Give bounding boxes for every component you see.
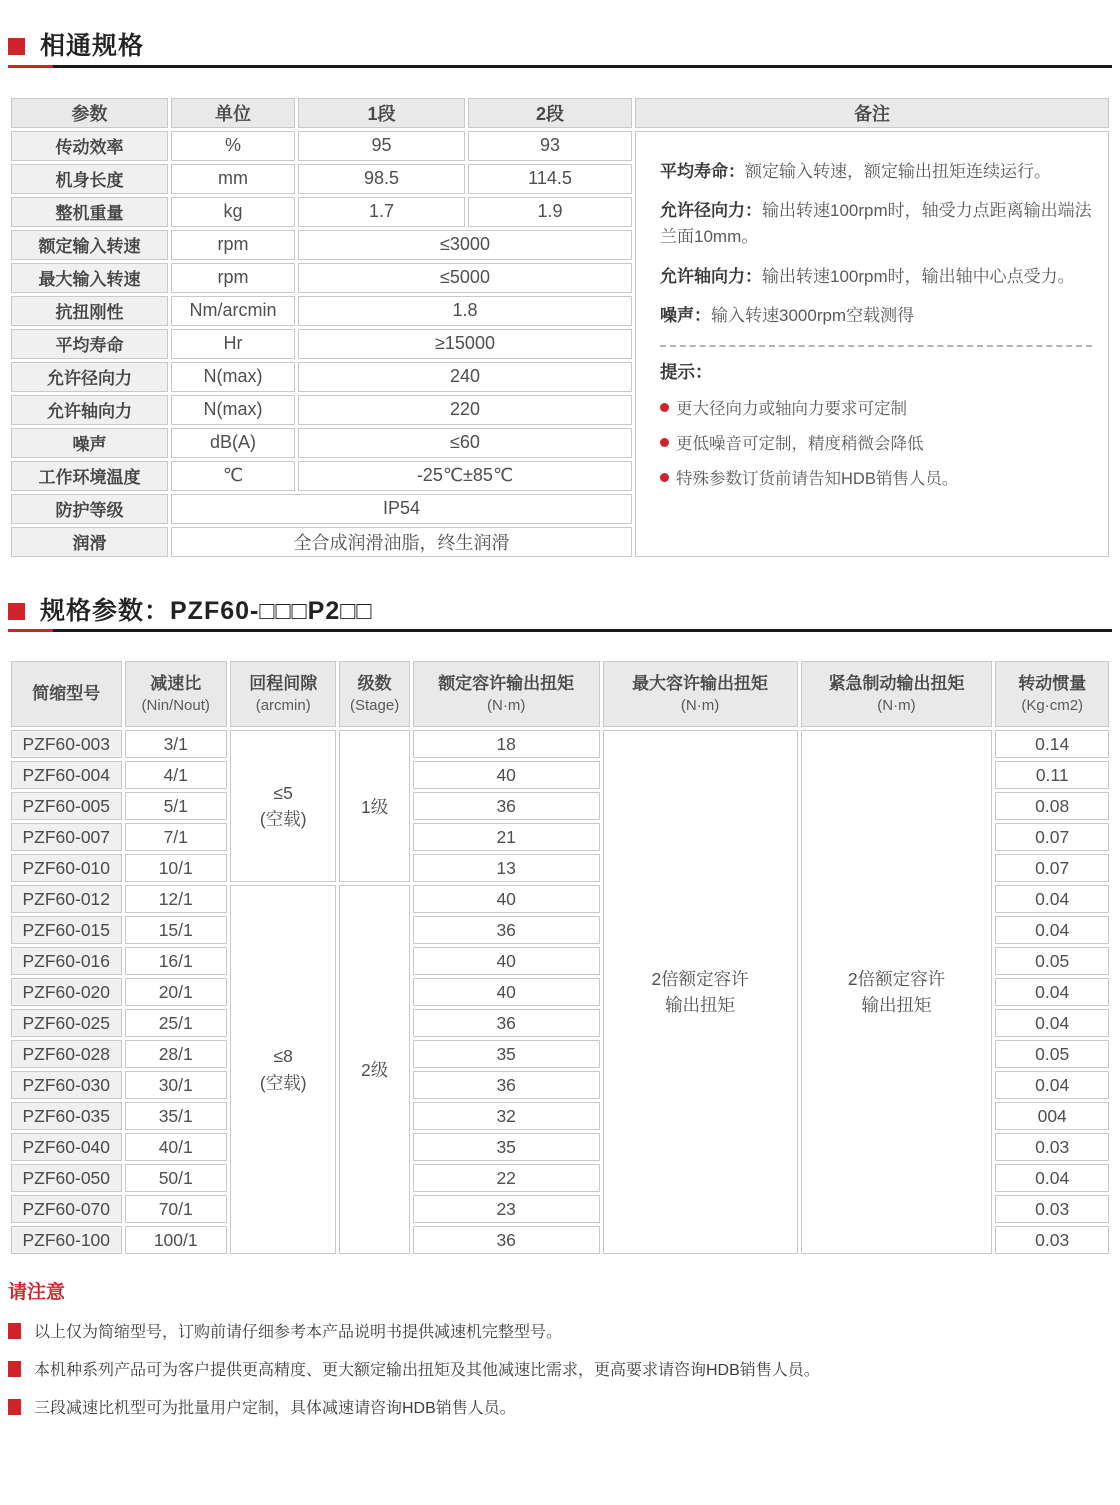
torque-cell: 35: [413, 1040, 600, 1068]
dashed-divider: [660, 345, 1092, 347]
torque-cell: 36: [413, 792, 600, 820]
table-header-row: [11, 661, 1109, 727]
torque-cell: 18: [413, 730, 600, 758]
table-row: [11, 131, 1109, 161]
section-title-row: [8, 598, 1112, 626]
param-cell: 噪声: [11, 428, 168, 458]
header-sub: (N·m): [877, 696, 916, 714]
torque-cell: 36: [413, 1009, 600, 1037]
header-main: 减速比: [150, 673, 202, 693]
torque-cell: 40: [413, 978, 600, 1006]
param-cell: 允许轴向力: [11, 395, 168, 425]
header-main: 级数: [357, 673, 392, 693]
remark-label: 允许轴向力：: [660, 266, 762, 286]
tip-text: 更大径向力或轴向力要求可定制: [676, 400, 907, 419]
note-text: 本机种系列产品可为客户提供更高精度、更大额定输出扭矩及其他减速比需求，更高要求请咨询HDB销售人员。: [34, 1362, 820, 1379]
value-cell: 240: [298, 362, 632, 392]
header-sub: (Nin/Nout): [141, 696, 210, 714]
model-cell: PZF60-003: [11, 730, 122, 758]
common-specs-table: [8, 95, 1112, 560]
ratio-cell: 7/1: [125, 823, 227, 851]
value-cell: 全合成润滑油脂，终生润滑: [171, 527, 632, 557]
model-cell: PZF60-035: [11, 1102, 122, 1130]
backlash-cell: ≤8 (空载): [230, 885, 336, 1254]
remark-text: 输出转速100rpm时，轴受力点距离输出端法兰面10mm。: [660, 200, 1092, 247]
unit-cell: ℃: [171, 461, 295, 491]
header-sub: (N·m): [487, 696, 526, 714]
unit-cell: mm: [171, 164, 295, 194]
ratio-cell: 28/1: [125, 1040, 227, 1068]
inertia-cell: 0.07: [995, 854, 1109, 882]
param-cell: 传动效率: [11, 131, 168, 161]
remark-label: 允许径向力：: [660, 200, 762, 220]
header-rated-torque: [413, 661, 600, 727]
model-cell: PZF60-007: [11, 823, 122, 851]
unit-cell: Hr: [171, 329, 295, 359]
inertia-cell: 0.11: [995, 761, 1109, 789]
max-torque-cell: 2倍额定容许 输出扭矩: [603, 730, 798, 1254]
table-header-row: [11, 98, 1109, 128]
value-cell: 1.8: [298, 296, 632, 326]
torque-cell: 36: [413, 1226, 600, 1254]
value-cell: ≤3000: [298, 230, 632, 260]
notes-title: 请注意: [8, 1282, 66, 1303]
bullet-dot-icon: [660, 473, 669, 482]
remark-label: 平均寿命：: [660, 161, 745, 181]
header-stage1: 1段: [298, 98, 465, 128]
inertia-cell: 0.04: [995, 978, 1109, 1006]
param-cell: 润滑: [11, 527, 168, 557]
remark-item: [660, 159, 1092, 185]
remark-text: 输入转速3000rpm空载测得: [711, 305, 915, 325]
header-remark: 备注: [635, 98, 1109, 128]
inertia-cell: 0.05: [995, 1040, 1109, 1068]
inertia-cell: 0.04: [995, 1009, 1109, 1037]
note-text: 三段减速比机型可为批量用户定制，具体减速请咨询HDB销售人员。: [34, 1400, 516, 1417]
header-max-torque: [603, 661, 798, 727]
red-square-icon: [8, 1323, 21, 1339]
header-main: 回程间隙: [249, 673, 318, 693]
value-cell: ≤60: [298, 428, 632, 458]
value-cell: 1.7: [298, 197, 465, 227]
remark-label: 噪声：: [660, 305, 711, 325]
ratio-cell: 15/1: [125, 916, 227, 944]
value-cell: -25℃±85℃: [298, 461, 632, 491]
header-ratio: [125, 661, 227, 727]
model-cell: PZF60-100: [11, 1226, 122, 1254]
notes-section: [8, 1277, 1112, 1418]
inertia-cell: 0.14: [995, 730, 1109, 758]
title-underline: [8, 65, 1112, 68]
unit-cell: rpm: [171, 263, 295, 293]
backlash-cell: ≤5 (空载): [230, 730, 336, 882]
inertia-cell: 004: [995, 1102, 1109, 1130]
model-cell: PZF60-010: [11, 854, 122, 882]
inertia-cell: 0.04: [995, 1071, 1109, 1099]
model-cell: PZF60-012: [11, 885, 122, 913]
value-cell: 95: [298, 131, 465, 161]
red-square-icon: [8, 603, 25, 620]
unit-cell: kg: [171, 197, 295, 227]
torque-cell: 36: [413, 1071, 600, 1099]
ratio-cell: 4/1: [125, 761, 227, 789]
bullet-dot-icon: [660, 438, 669, 447]
inertia-cell: 0.05: [995, 947, 1109, 975]
note-item: [8, 1319, 1112, 1342]
model-cell: PZF60-030: [11, 1071, 122, 1099]
table-row: [11, 730, 1109, 758]
tip-item: [660, 465, 1092, 489]
tip-item: [660, 430, 1092, 454]
header-backlash: [230, 661, 336, 727]
section-spec-params: [8, 598, 1112, 633]
inertia-cell: 0.03: [995, 1133, 1109, 1161]
value-cell: 114.5: [468, 164, 632, 194]
header-sub: (arcmin): [255, 696, 311, 714]
remark-item: [660, 198, 1092, 251]
model-cell: PZF60-005: [11, 792, 122, 820]
model-cell: PZF60-040: [11, 1133, 122, 1161]
ratio-cell: 16/1: [125, 947, 227, 975]
title-underline: [8, 629, 1112, 632]
ratio-cell: 3/1: [125, 730, 227, 758]
ratio-cell: 70/1: [125, 1195, 227, 1223]
bullet-dot-icon: [660, 403, 669, 412]
torque-cell: 35: [413, 1133, 600, 1161]
unit-cell: Nm/arcmin: [171, 296, 295, 326]
note-text: 以上仅为简缩型号，订购前请仔细参考本产品说明书提供减速机完整型号。: [34, 1324, 563, 1341]
header-model: [11, 661, 122, 727]
model-cell: PZF60-028: [11, 1040, 122, 1068]
torque-cell: 40: [413, 761, 600, 789]
torque-cell: 40: [413, 947, 600, 975]
ratio-cell: 40/1: [125, 1133, 227, 1161]
section-common-specs: [8, 33, 1112, 68]
param-cell: 允许径向力: [11, 362, 168, 392]
torque-cell: 22: [413, 1164, 600, 1192]
param-cell: 最大输入转速: [11, 263, 168, 293]
header-brake-torque: [801, 661, 993, 727]
torque-cell: 40: [413, 885, 600, 913]
torque-cell: 36: [413, 916, 600, 944]
ratio-cell: 35/1: [125, 1102, 227, 1130]
header-sub: (Stage): [350, 696, 400, 714]
red-square-icon: [8, 38, 25, 55]
torque-cell: 13: [413, 854, 600, 882]
unit-cell: dB(A): [171, 428, 295, 458]
model-specs-table: [8, 658, 1112, 1257]
header-main: 转动惯量: [1018, 673, 1087, 693]
header-unit: 单位: [171, 98, 295, 128]
tip-item: [660, 395, 1092, 419]
ratio-cell: 5/1: [125, 792, 227, 820]
inertia-cell: 0.08: [995, 792, 1109, 820]
inertia-cell: 0.03: [995, 1226, 1109, 1254]
tip-text: 更低噪音可定制，精度稍微会降低: [676, 435, 924, 454]
unit-cell: rpm: [171, 230, 295, 260]
header-inertia: [995, 661, 1109, 727]
value-cell: 93: [468, 131, 632, 161]
unit-cell: %: [171, 131, 295, 161]
header-main: 简缩型号: [32, 683, 101, 703]
inertia-cell: 0.07: [995, 823, 1109, 851]
torque-cell: 32: [413, 1102, 600, 1130]
param-cell: 额定输入转速: [11, 230, 168, 260]
ratio-cell: 30/1: [125, 1071, 227, 1099]
param-cell: 抗扭刚性: [11, 296, 168, 326]
ratio-cell: 10/1: [125, 854, 227, 882]
ratio-cell: 25/1: [125, 1009, 227, 1037]
model-cell: PZF60-016: [11, 947, 122, 975]
remark-text: 额定输入转速，额定输出扭矩连续运行。: [745, 161, 1051, 181]
header-param: 参数: [11, 98, 168, 128]
value-cell: 98.5: [298, 164, 465, 194]
param-cell: 整机重量: [11, 197, 168, 227]
red-square-icon: [8, 1361, 21, 1377]
unit-cell: N(max): [171, 362, 295, 392]
header-stage2: 2段: [468, 98, 632, 128]
value-cell: ≥15000: [298, 329, 632, 359]
tip-text: 特殊参数订货前请告知HDB销售人员。: [676, 470, 959, 489]
header-sub: (N·m): [680, 696, 720, 714]
header-sub: (Kg·cm2): [1021, 696, 1084, 714]
model-cell: PZF60-015: [11, 916, 122, 944]
header-main: 紧急制动输出扭矩: [828, 673, 965, 693]
tips-label: 提示：: [660, 362, 713, 383]
inertia-cell: 0.04: [995, 885, 1109, 913]
model-cell: PZF60-020: [11, 978, 122, 1006]
section-title: 相通规格: [40, 32, 145, 60]
section-title-row: [8, 33, 1112, 61]
param-cell: 防护等级: [11, 494, 168, 524]
header-main: 额定容许输出扭矩: [438, 673, 575, 693]
value-cell: 1.9: [468, 197, 632, 227]
note-item: [8, 1395, 1112, 1418]
ratio-cell: 12/1: [125, 885, 227, 913]
remark-cell: [635, 131, 1109, 557]
ratio-cell: 20/1: [125, 978, 227, 1006]
value-cell: ≤5000: [298, 263, 632, 293]
remark-item: [660, 264, 1092, 290]
inertia-cell: 0.04: [995, 1164, 1109, 1192]
inertia-cell: 0.03: [995, 1195, 1109, 1223]
brake-torque-cell: 2倍额定容许 输出扭矩: [801, 730, 993, 1254]
remark-text: 输出转速100rpm时，输出轴中心点受力。: [762, 266, 1075, 286]
model-cell: PZF60-004: [11, 761, 122, 789]
param-cell: 机身长度: [11, 164, 168, 194]
remark-item: [660, 303, 1092, 329]
header-main: 最大容许输出扭矩: [632, 673, 769, 693]
unit-cell: N(max): [171, 395, 295, 425]
model-cell: PZF60-025: [11, 1009, 122, 1037]
param-cell: 平均寿命: [11, 329, 168, 359]
stage-cell: 2级: [339, 885, 409, 1254]
ratio-cell: 100/1: [125, 1226, 227, 1254]
red-square-icon: [8, 1399, 21, 1415]
model-cell: PZF60-050: [11, 1164, 122, 1192]
stage-cell: 1级: [339, 730, 409, 882]
model-cell: PZF60-070: [11, 1195, 122, 1223]
header-stage: [339, 661, 409, 727]
torque-cell: 23: [413, 1195, 600, 1223]
section-title: 规格参数：PZF60-□□□P2□□: [40, 596, 373, 625]
note-item: [8, 1357, 1112, 1380]
value-cell: IP54: [171, 494, 632, 524]
param-cell: 工作环境温度: [11, 461, 168, 491]
ratio-cell: 50/1: [125, 1164, 227, 1192]
inertia-cell: 0.04: [995, 916, 1109, 944]
value-cell: 220: [298, 395, 632, 425]
torque-cell: 21: [413, 823, 600, 851]
